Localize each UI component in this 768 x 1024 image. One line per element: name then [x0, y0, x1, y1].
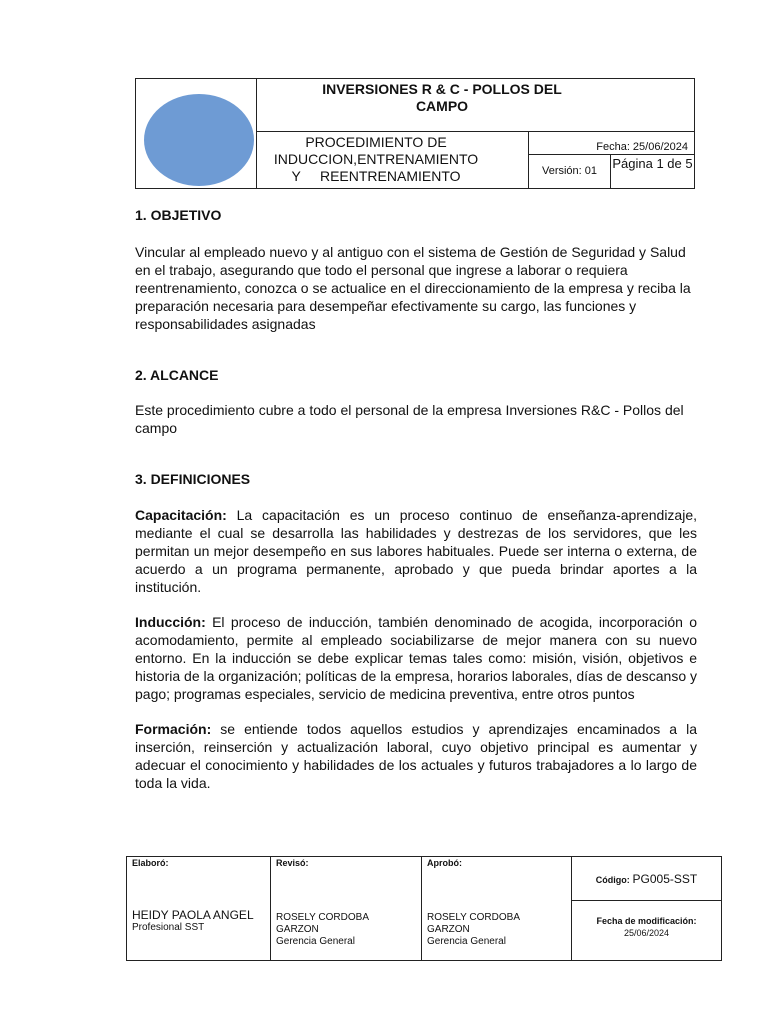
codigo-value: PG005-SST [632, 872, 698, 886]
definition-item [135, 613, 697, 703]
aprobo-role: Gerencia General [427, 936, 506, 947]
alcance-text: Este procedimiento cubre a todo el personal de la empresa Inversiones R&C - Pollos del campo [135, 402, 684, 436]
reviso-name [276, 912, 401, 948]
aprobo-name-line: ROSELY CORDOBA [427, 912, 520, 923]
definition-term: Inducción: [135, 614, 206, 630]
section-title-objetivo: 1. OBJETIVO [135, 207, 222, 223]
codigo-label: Código: [595, 875, 630, 885]
approval-footer-table [126, 856, 722, 961]
definition-term: Formación: [135, 721, 212, 737]
procedure-title [261, 134, 491, 185]
procedure-title-line: INDUCCION,ENTRENAMIENTO [273, 151, 479, 167]
elaboro-name: HEIDY PAOLA ANGEL [132, 908, 254, 922]
aprobo-label: Aprobó: [427, 858, 462, 868]
definition-item [135, 720, 697, 792]
company-name-cell [257, 79, 694, 132]
definition-term: Capacitación: [135, 507, 227, 523]
elaboro-role: Profesional SST [132, 922, 205, 933]
fecha-mod-row [572, 915, 721, 939]
reviso-name-line: GARZON [276, 924, 319, 935]
procedure-title-line: Y REENTRENAMIENTO [291, 168, 461, 184]
reviso-name-line: ROSELY CORDOBA [276, 912, 369, 923]
procedure-title-cell [257, 132, 529, 188]
definition-text: se entiende todos aquellos estudios y aprendizajes encaminados a la inserción, reinserción y actualización laboral, cuyo objetivo principal es aumentar y adecuar el conocimiento y habilidades de los actuales y futuros trabajadores a lo largo de toda la vida. [135, 721, 697, 791]
codigo-row [572, 857, 721, 901]
section-title-definiciones: 3. DEFINICIONES [135, 471, 251, 487]
fecha-cell: Fecha: 25/06/2024 [529, 132, 694, 155]
fecha-mod-label: Fecha de modificación: [596, 916, 697, 926]
company-logo [144, 94, 254, 186]
aprobo-name-line: GARZON [427, 924, 470, 935]
logo-cell [136, 79, 257, 188]
procedure-title-line: PROCEDIMIENTO DE [305, 134, 447, 150]
definition-text: La capacitación es un proceso continuo de enseñanza-aprendizaje, mediante el cual se desarrolla las habilidades y destrezas de los servidores, que les permitan un mejor desempeño en sus labores habituales. Puede ser interna o externa, de acuerdo a un programa permanente, aprobado y que pueda brindar aportes a la institución. [135, 507, 697, 595]
reviso-label: Revisó: [276, 858, 309, 868]
definition-item [135, 506, 697, 596]
aprobo-name [427, 912, 552, 948]
code-cell [572, 857, 721, 960]
reviso-cell [271, 857, 422, 960]
pagina-cell: Página 1 de 5 [612, 156, 693, 171]
elaboro-cell [127, 857, 271, 960]
aprobo-cell [422, 857, 572, 960]
elaboro-label: Elaboró: [132, 858, 169, 868]
section-title-alcance: 2. ALCANCE [135, 367, 219, 383]
objetivo-text: Vincular al empleado nuevo y al antiguo con el sistema de Gestión de Seguridad y Salud en el trabajo, asegurando que todo el personal que ingrese a laborar o requiera reentrenamiento, conozca o se actualice en el direccionamiento de la empresa y reciba la preparación necesaria para desempeñar efectivamente su cargo, las funciones y responsabilidades asignadas [135, 244, 691, 332]
version-cell: Versión: 01 [529, 155, 611, 188]
reviso-role: Gerencia General [276, 936, 355, 947]
document-body [135, 206, 697, 792]
definition-text: El proceso de inducción, también denominado de acogida, incorporación o acomodamiento, permite al empleado sociabilizarse de mejor manera con su nuevo entorno. En la inducción se debe explicar temas tales como: misión, visión, objetivos e historia de la organización; políticas de la empresa, horarios laborales, días de descanso y pago; programas especiales, servicio de medicina preventiva, entre otros puntos [135, 614, 697, 702]
company-name: INVERSIONES R & C - POLLOS DEL CAMPO [322, 81, 562, 114]
document-header-table [135, 78, 695, 189]
fecha-mod-value: 25/06/2024 [623, 928, 670, 938]
